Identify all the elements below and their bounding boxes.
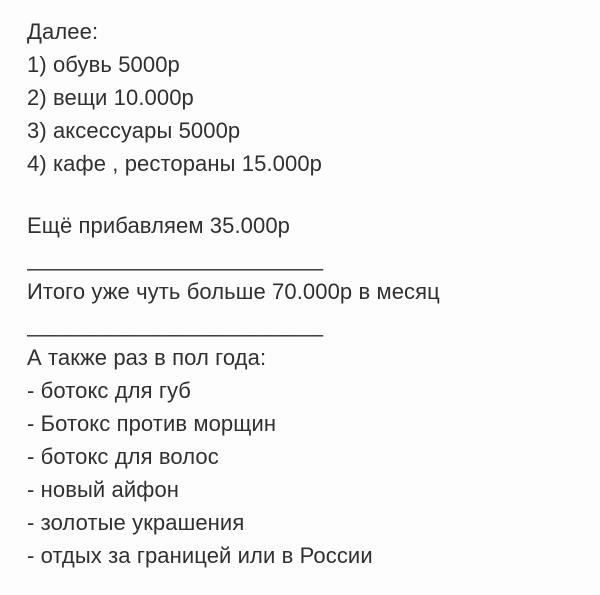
divider-line-top: ________________________: [27, 246, 324, 271]
biannual-item-2: - Ботокс против морщин: [27, 411, 277, 436]
blank-line: [27, 180, 580, 209]
biannual-header: А также раз в пол года:: [27, 345, 267, 370]
biannual-item-3: - ботокс для волос: [27, 444, 219, 469]
biannual-item-6: - отдых за границей или в России: [27, 543, 373, 568]
expense-item-2: 2) вещи 10.000р: [27, 85, 194, 110]
intro-line: Далее:: [27, 19, 99, 44]
biannual-item-5: - золотые украшения: [27, 510, 245, 535]
expense-item-3: 3) аксессуары 5000р: [27, 118, 241, 143]
biannual-item-1: - ботокс для губ: [27, 378, 192, 403]
total-line: Итого уже чуть больше 70.000р в месяц: [27, 279, 440, 304]
expense-item-1: 1) обувь 5000р: [27, 52, 180, 77]
addition-line: Ещё прибавляем 35.000р: [27, 213, 291, 238]
biannual-item-4: - новый айфон: [27, 477, 180, 502]
expense-item-4: 4) кафе , рестораны 15.000р: [27, 151, 322, 176]
divider-line-bottom: ________________________: [27, 312, 324, 337]
